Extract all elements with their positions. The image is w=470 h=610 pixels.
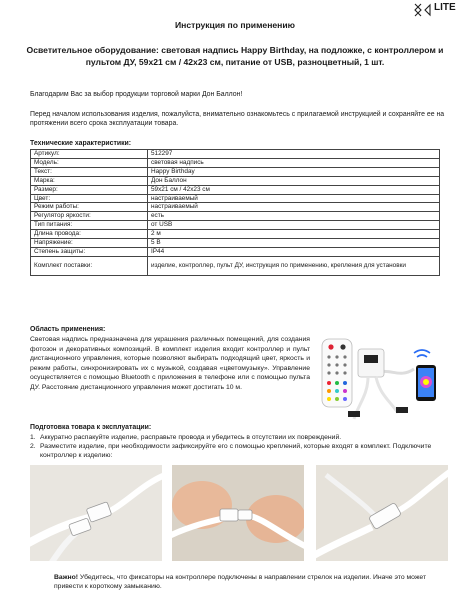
spec-key: Артикул: xyxy=(31,150,148,159)
phone-icon xyxy=(414,350,436,401)
note-label: Важно! xyxy=(54,574,79,581)
list-item: 1. Аккуратно распакуйте изделие, расправьте провода и убедитесь в отсутствии их повреждений. xyxy=(30,434,342,441)
spec-value: 512297 xyxy=(148,150,440,159)
area-heading: Область применения: xyxy=(30,326,106,333)
page-title: Инструкция по применению xyxy=(174,20,295,30)
table-row xyxy=(31,158,440,167)
spec-value: 59х21 см / 42х23 см xyxy=(148,185,440,194)
spec-key: Модель: xyxy=(31,158,148,167)
spec-value: есть xyxy=(148,212,440,221)
spec-value: настраиваемый xyxy=(148,203,440,212)
list-item: 2. Разместите изделие, при необходимости зафиксируйте его с помощью креплений, которые входят в комплект. Подключите контроллер к изделию: xyxy=(30,443,432,460)
spec-key: Марка: xyxy=(31,176,148,185)
table-row xyxy=(31,176,440,185)
spec-key: Размер: xyxy=(31,185,148,194)
specs-heading: Технические характеристики: xyxy=(30,140,132,147)
spec-value: Happy Birthday xyxy=(148,167,440,176)
spec-value: настраиваемый xyxy=(148,194,440,203)
table-row xyxy=(31,150,440,159)
connector-photo-3 xyxy=(316,465,448,561)
table-row xyxy=(31,212,440,221)
table-row xyxy=(31,194,440,203)
spec-key: Напряжение: xyxy=(31,239,148,248)
steps-list xyxy=(30,433,450,461)
spec-key: Степень защиты: xyxy=(31,247,148,256)
controller-icon xyxy=(348,349,414,419)
prep-heading: Подготовка товара к эксплуатации: xyxy=(30,424,152,431)
connector-photo-2 xyxy=(172,465,304,561)
spec-value: 2 м xyxy=(148,230,440,239)
logo-text: LITE xyxy=(434,2,456,13)
spec-value: 5 В xyxy=(148,239,440,248)
area-text: Световая надпись предназначена для украшения различных помещений, для создания фотозон и декоративных композиций. В комплект изделия входит контроллер и пульт дистанционного управления, которые позволяют выбирать подходящий цвет, яркость и режим работы, синхронизировать их с музыкой, создавая «цветомузыку». Управление осуществляется с помощью Bluetooth с приложения в телефоне или с помощью пульта ДУ. Расстояние дистанционного управления может достигать 10 м. xyxy=(30,336,310,391)
note-text: Убедитесь, что фиксаторы на контроллере подключены в направлении стрелок на изделии. Иначе это может привести к короткому замыканию. xyxy=(54,574,427,591)
spec-key: Режим работы: xyxy=(31,203,148,212)
intro-text: Перед началом использования изделия, пожалуйста, внимательно ознакомьтесь с прилагаемой инструкцией и сохраняйте ее на протяжении всего срока эксплуатации товара. xyxy=(30,111,445,128)
remote-icon xyxy=(322,339,352,407)
spec-value: IP44 xyxy=(148,247,440,256)
spec-value: изделие, контроллер, пульт ДУ, инструкция по применению, крепления для установки xyxy=(148,256,440,275)
table-row xyxy=(31,239,440,248)
spec-value: Дон Баллон xyxy=(148,176,440,185)
table-row xyxy=(31,256,440,275)
spec-key: Цвет: xyxy=(31,194,148,203)
remote-controller-image xyxy=(318,335,450,423)
spec-key: Регулятор яркости: xyxy=(31,212,148,221)
table-row xyxy=(31,203,440,212)
important-note xyxy=(54,573,444,592)
table-row xyxy=(31,185,440,194)
spec-value: световая надпись xyxy=(148,158,440,167)
spec-key: Комплект поставки: xyxy=(31,256,148,275)
table-row xyxy=(31,247,440,256)
spec-key: Текст: xyxy=(31,167,148,176)
thanks-text: Благодарим Вас за выбор продукции торговой марки Дон Баллон! xyxy=(30,91,243,98)
table-row xyxy=(31,221,440,230)
brand-logo xyxy=(412,2,462,18)
spec-key: Длина провода: xyxy=(31,230,148,239)
spec-key: Тип питания: xyxy=(31,221,148,230)
table-row xyxy=(31,230,440,239)
product-subtitle: Осветительное оборудование: световая надпись Happy Birthday, на подложке, с контроллером и пультом ДУ, 59х21 см / 42х23 см, питание от USB, разноцветный, 1 шт. xyxy=(26,45,444,67)
connector-photo-1 xyxy=(30,465,162,561)
specs-table xyxy=(30,149,440,276)
table-row xyxy=(31,167,440,176)
spec-value: от USB xyxy=(148,221,440,230)
